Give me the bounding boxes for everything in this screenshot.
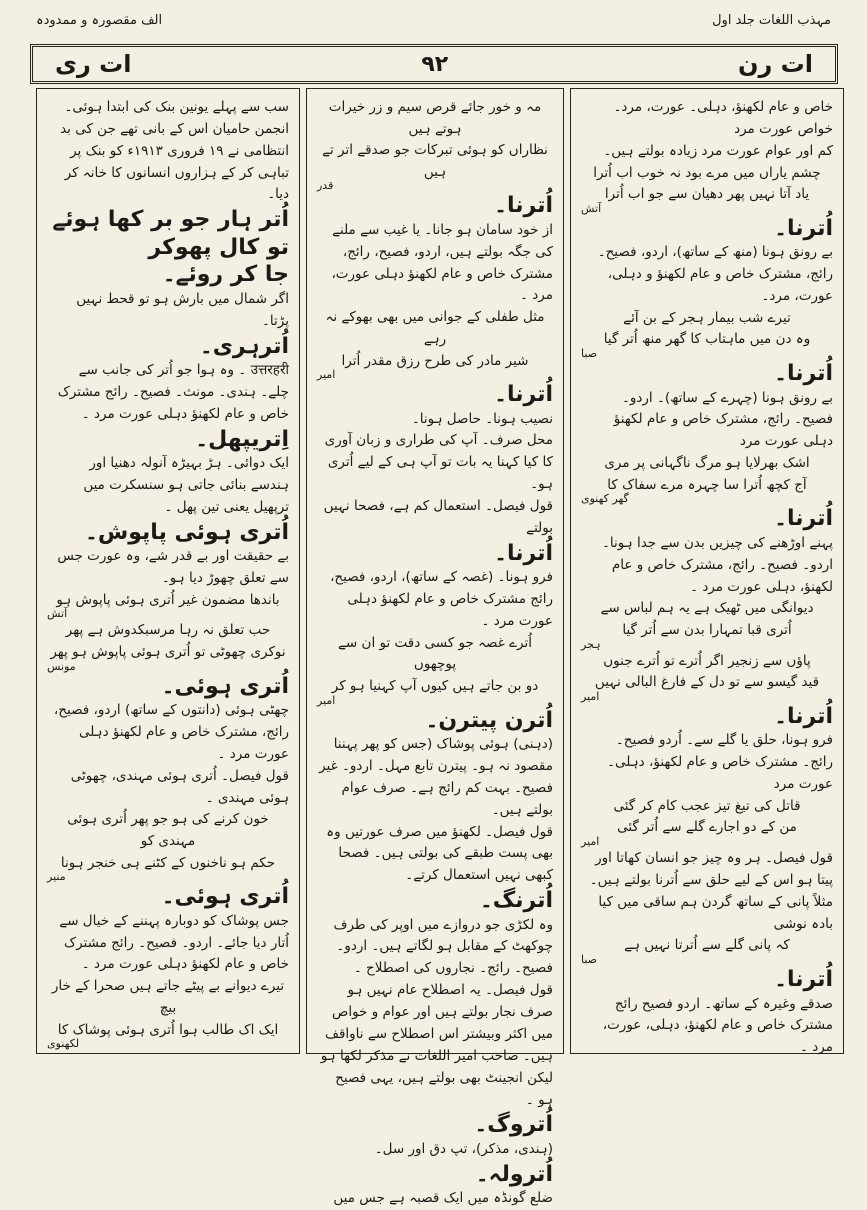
middle-column [306,88,564,1207]
verse-line: قید گیسو سے تو دل کے فارغ البالی نہیں [594,674,820,691]
verse-line: آج کچھ اُترا سا چہرہ مرے سفاک کا [607,476,807,493]
entry-definition: فرو ہونا۔ (غصہ کے ساتھ)، اردو، فصیح، رائج مشترک خاص و عام لکھنؤ دہلی عورت مرد ۔ [330,569,553,629]
entry-definition: نصیب ہونا۔ حاصل ہونا۔ [411,410,553,427]
verse-line: اُتری قبا تمہارا بدن سے اُتر گیا [622,621,792,638]
running-head [36,6,831,34]
verse-line: تیرے دیوانے بے پیٹے جاتے ہیں صحرا کے خار بیچ [51,978,285,1016]
poet-name: صبا [581,347,598,361]
entry-definition: بے حقیقت اور بے قدر شے، وہ عورت جس سے تعلق چھوڑ دیا ہو۔ [57,548,289,587]
poet-name: لکھنوی [47,1037,80,1051]
text-line: خاص و عام لکھنؤ، دہلی۔ عورت، مرد۔ خواص عورت مرد [613,99,833,137]
entry-headword: اُترنا۔ [774,506,833,532]
header-first-word: ات رن [738,50,813,78]
entry-definition: از خود سامان ہو جانا۔ یا غیب سے ملنے کی جگہ بولتے ہیں، اردو، فصیح، رائج، مشترک خاص و عام لکھنؤ دہلی عورت، مرد ۔ [331,221,553,304]
entry-headword: اُترنا۔ [494,382,553,408]
verse-line: وہ دن میں ماہتاب کا گھر منھ اُتر گیا [603,331,811,348]
poet-name: ہجر [581,637,601,651]
poet-name: امیر [317,693,336,707]
entry-headword: جا کر روئے۔ [162,262,289,288]
poet-name: گھر کھنوی [581,492,629,506]
entry-headword: اُترنا۔ [774,361,833,387]
verse-line: نوکری چھوٹی تو اُتری ہوئی پاپوش ہو پھر [50,644,286,661]
entry-definition: فرو ہونا، حلق یا گلے سے۔ اُردو فصیح۔ رائج۔ مشترک خاص و عام لکھنؤ، دہلی۔ عورت مرد [607,732,833,792]
verse-line: دیوانگی میں ٹھیک ہے یہ ہم لباس سے [600,600,814,617]
verse-line: پاؤں سے زنجیر اگر اُترے تو اُترے جنوں [603,652,811,669]
entry-definition: بے رونق ہونا (منھ کے ساتھ)، اردو، فصیح۔ رائج، مشترک خاص و عام لکھنؤ و دہلی، عورت، مرد۔ [597,244,833,304]
entry-definition: قول فیصل۔ ہر وہ چیز جو انسان کھاتا اور پیتا ہو اس کے لیے حلق سے اُترنا بولتے ہیں۔ مثلاً پانی کے ساتھ گردن ہم ساقی میں کیا بادہ نوشی [589,850,833,932]
running-head-left: الف مقصورہ و ممدودہ [36,12,163,28]
verse-line: کہ پانی گلے سے اُترتا نہیں ہے [624,937,790,954]
text-line: کم اور عوام عورت مرد زیادہ بولتے ہیں۔ [603,142,833,159]
verse-line: حب تعلق نہ رہا مرسبکدوش ہے پھر [65,622,271,639]
entry-headword: اُترنا۔ [774,703,833,729]
entry-headword: اُتر ہار جو بر کھا ہوئے تو کال پھوکر [52,207,289,260]
verse-line: چشم یاراں میں مرے بود نہ خوب اب اُترا [593,164,821,181]
verse-line: ایک اک طالب ہوا اُتری ہوئی پوشاک کا [57,1021,279,1038]
verse-line: حکم ہو ناخنوں کے کٹنے ہی خنجر ہونا [60,854,276,871]
entry-headword: اُترنگ۔ [479,888,553,914]
poet-name: مونس [47,659,76,673]
header-last-word: ات ری [55,50,132,78]
verse-line: شیر مادر کی طرح رزق مقدر اُترا [341,352,529,369]
page-header [30,44,838,84]
entry-definition: उत्तरहरी ۔ وہ ہوا جو اُتر کی جانب سے چلے۔ ہندی۔ مونث۔ فصیح۔ رائج مشترک خاص و عام لکھنؤ دہلی عورت مرد ۔ [57,362,289,422]
verse-line: قاتل کی تیغ تیز عجب کام کر گئی [613,797,801,814]
entry-headword: اُترولہ۔ [475,1161,553,1187]
verse-line: یاد آتا نہیں پھر دھیان سے جو اب اُترا [604,186,810,203]
entry-definition: قول فیصل۔ یہ اصطلاح عام نہیں ہو صرف نجار بولتے ہیں اور عوام و خواص میں اکثر وبیشتر اس اصطلاح سے ناواقف ہیں۔ صاحب امیر اللغات نے مذکر لکھا ہو لیکن انجینٹ بھی بولتے ہیں، یہی فصیح ہو ۔ [320,982,553,1108]
entry-definition: بے رونق ہونا (چہرے کے ساتھ)۔ اردو۔ فصیح۔ رائج، مشترک خاص و عام لکھنؤ دہلی عورت مرد [613,389,833,450]
verse-line: خون کرنے کی ہو جو پھر اُتری ہوئی مہندی کو [67,811,269,850]
entry-definition: جس پوشاک کو دوبارہ پہننے کے خیال سے اُتار دیا جائے۔ اردو۔ فصیح۔ رائج مشترک خاص و عام لکھنؤ دہلی عورت مرد ۔ [59,912,289,973]
verse-line: دو بن جاتے ہیں کیوں آپ کہنیا ہو کر [331,678,539,695]
poet-name: آتش [581,201,602,215]
entry-headword: اُترن پیترن۔ [425,707,553,733]
verse-line: نظاراں کو ہوئی تبرکات جو صدقے اتر تے ہیں [322,142,548,180]
entry-headword: اُترنا۔ [774,215,833,241]
left-column [36,88,300,1054]
poet-name: امیر [581,835,600,849]
entry-definition: صدقے وغیرہ کے ساتھ۔ اردو فصیح رائج مشترک خاص و عام لکھنؤ، دہلی، عورت، مرد ۔ [602,995,833,1056]
verse-line: تیرے شب بیمار ہجر کے بن آئے [623,309,791,326]
verse-line: مثل طفلی کے جوانی میں بھی بھوکے نہ رہے [325,309,545,347]
entry-definition: ایک دوائی۔ ہڑ بہیڑہ آنولہ دھنیا اور ہندسے بنائی جاتی ہو سنسکرت میں ترپھیل یعنی تین پھل ۔ [83,455,289,515]
right-column [570,88,844,1054]
poet-name: آتش [47,607,68,621]
poet-name: منیر [47,870,66,884]
entry-definition: (ہندی، مذکر)، تپ دق اور سل۔ [374,1140,553,1157]
entry-definition: چھٹی ہوئی (دانتوں کے ساتھ) اردو، فصیح، رائج، مشترک خاص و عام لکھنؤ دہلی عورت مرد ۔ [53,702,289,762]
entry-definition: اگر شمال میں بارش ہو تو قحط نہیں پڑتا۔ [76,290,289,329]
entry-definition: (دہنی) ہوئی پوشاک (جس کو پھر پہننا مقصود نہ ہو۔ پیترن تابع مہل۔ اردو۔ غیر فصیح۔ بہت کم رائج ہے۔ صرف عوام بولتے ہیں۔ [319,736,553,818]
poet-name: امیر [581,689,600,703]
entry-headword: اُترنا۔ [774,967,833,993]
entry-definition: محل صرف۔ آپ کی طراری و زبان آوری کا کیا کہنا یہ بات تو آپ ہی کے لیے اُتری ہو۔ [324,432,553,493]
page-number: ۹۲ [421,51,449,77]
verse-line: من کے دو اجارے گلے سے اُتر گئی [617,819,797,836]
verse-line: اشک بھرلایا ہو مرگ ناگہانی پر مری [604,455,810,472]
entry-definition: قول فیصل۔ استعمال کم ہے، فصحا نہیں بولتے [323,498,553,536]
entry-definition: سب سے پہلے یونین بنک کی ابتدا ہوئی۔ انجمن حامیان اس کے بانی تھے جن کی بد انتظامی نے ۱۹ فروری ۱۹۱۳ء کو بنک پر تباہی کر کے ہزاروں انسانوں کا خانہ کر دیا۔ [60,99,289,203]
entry-headword: اُتروگ۔ [474,1112,553,1138]
entry-headword: اُترہری۔ [199,333,289,359]
entry-definition: ضلع گونڈہ میں ایک قصبہ ہے جس میں [333,1190,553,1207]
running-head-right: مہذب اللغات جلد اول [712,12,831,28]
poet-name: امیر [317,368,336,382]
entry-headword: اُتری ہوئی۔ [161,673,289,699]
entry-definition: قول فیصل۔ لکھنؤ میں صرف عورتیں وہ بھی پست طبقے کی بولتی ہیں۔ فصحا کبھی نہیں استعمال کرتے۔ [326,823,553,884]
entry-headword: اُتری ہوئی۔ [161,884,289,910]
entry-definition: قول فیصل۔ اُتری ہوئی مہندی، چھوٹی ہوئی مہندی ۔ [70,767,289,806]
entry-headword: اُترنا۔ [494,540,553,566]
poet-name: قدر [317,179,334,193]
entry-definition: پہنے اوڑھنے کی چیزیں بدن سے جدا ہونا۔ اردو۔ فصیح۔ رائج، مشترک خاص و عام لکھنؤ، دہلی عورت مرد ۔ [602,534,833,595]
verse-line: باندھا مضمون غیر اُتری ہوئی پاپوش ہو [56,591,280,608]
poet-name: صبا [581,953,598,967]
verse-line: مہ و خور جائے قرص سیم و زر خیرات ہوتے ہیں [328,99,542,137]
verse-line: اُترے غصہ جو کسی دقت تو ان سے پوچھوں [338,634,532,673]
entry-headword: اِتریپھل۔ [195,426,289,452]
entry-headword: اُترنا۔ [494,193,553,219]
entry-definition: وہ لکڑی جو دروازے میں اوپر کی طرف چوکھٹ کے مقابل ہو لگاتے ہیں۔ اردو۔ فصیح۔ رائج۔ نجاروں کی اصطلاح ۔ [333,916,553,977]
entry-headword: اُتری ہوئی پاپوش۔ [85,519,289,545]
